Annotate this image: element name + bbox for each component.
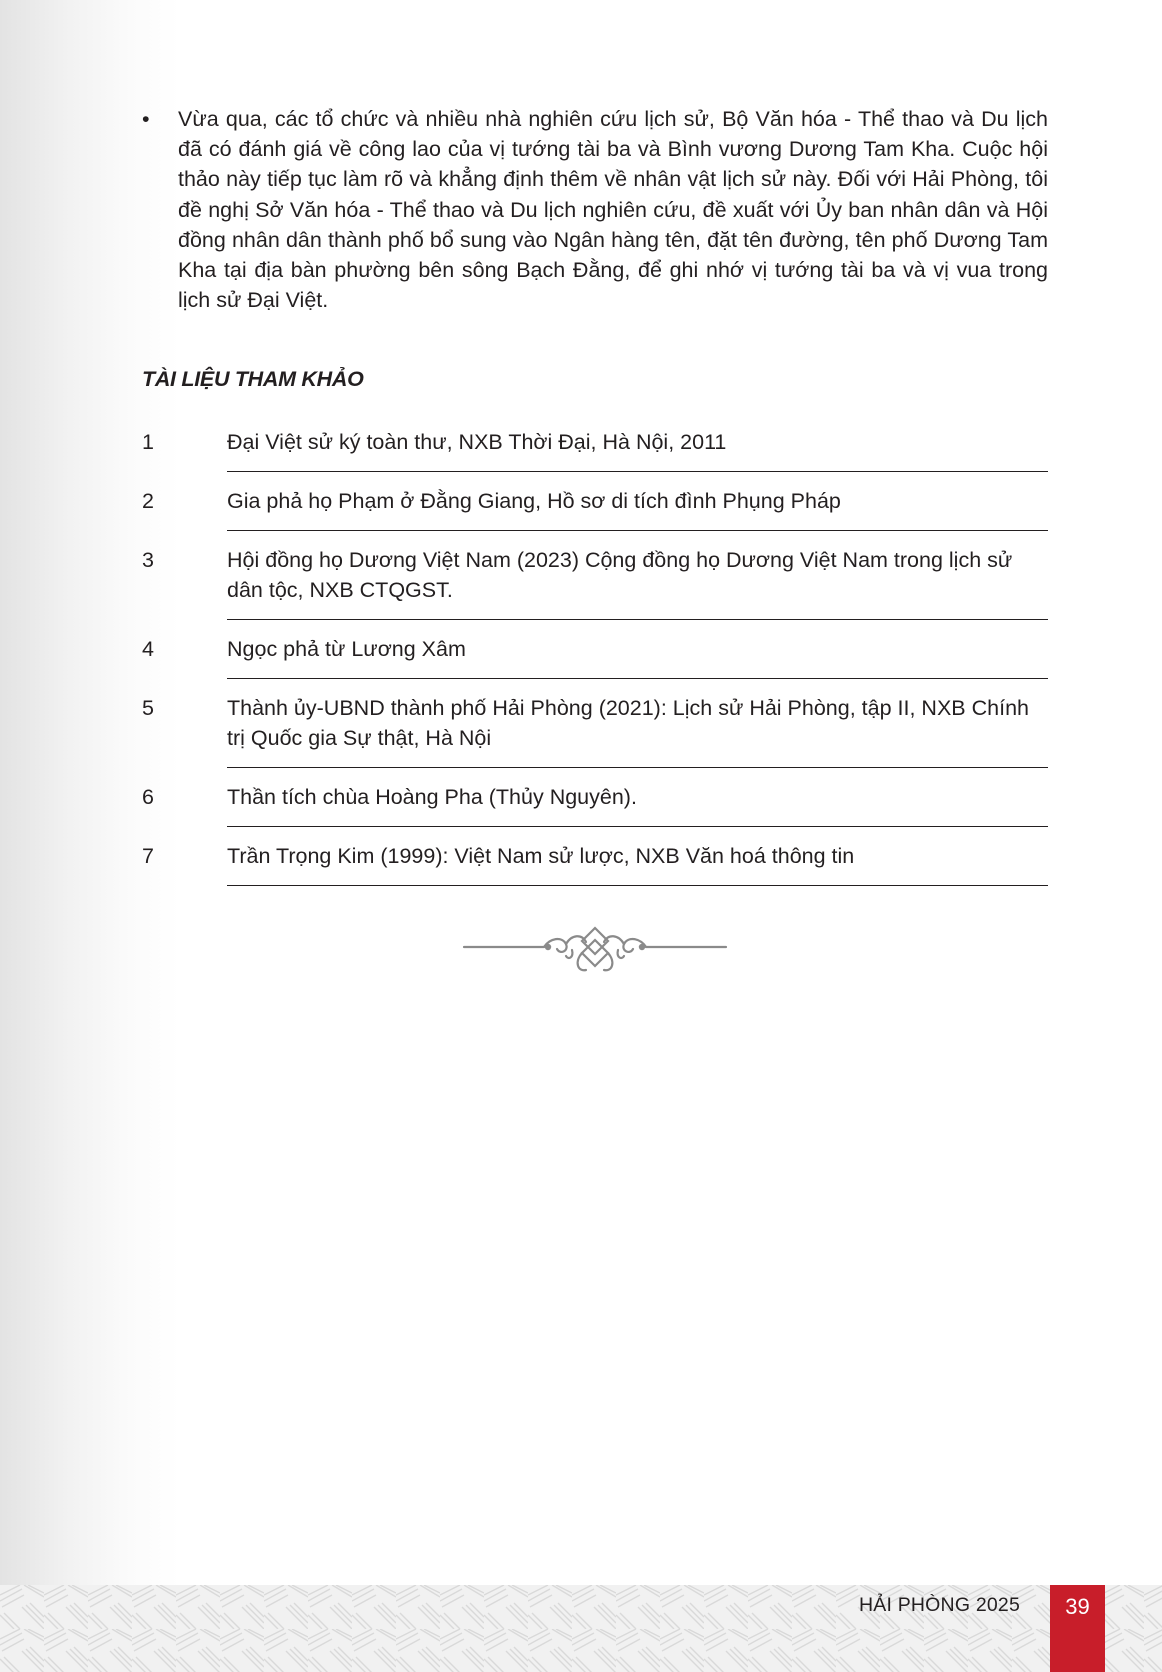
reference-text: Thành ủy-UBND thành phố Hải Phòng (2021): Lịch sử Hải Phòng, tập II, NXB Chính trị Quốc gia Sự thật, Hà Nội — [227, 693, 1048, 768]
reference-number: 4 — [142, 637, 154, 661]
bullet-paragraph — [142, 104, 1048, 315]
reference-number: 6 — [142, 785, 154, 809]
reference-text: Hội đồng họ Dương Việt Nam (2023) Cộng đồng họ Dương Việt Nam trong lịch sử dân tộc, NXB CTQGST. — [227, 545, 1048, 620]
bullet-symbol: • — [142, 107, 150, 131]
reference-text: Ngọc phả từ Lương Xâm — [227, 634, 1048, 679]
reference-number: 5 — [142, 696, 154, 720]
reference-item — [142, 693, 1048, 768]
reference-item — [142, 545, 1048, 620]
footer-publication-label: HẢI PHÒNG 2025 — [858, 1594, 1020, 1616]
reference-number: 7 — [142, 844, 154, 868]
references-heading: TÀI LIỆU THAM KHẢO — [142, 367, 364, 391]
page-number: 39 — [1065, 1594, 1090, 1619]
bullet-text: Vừa qua, các tổ chức và nhiều nhà nghiên cứu lịch sử, Bộ Văn hóa - Thể thao và Du lịch đã có đánh giá về công lao của vị tướng tài ba và Bình vương Dương Tam Kha. Cuộc hội thảo này tiếp tục làm rõ và khẳng định thêm về nhân vật lịch sử này. Đối với Hải Phòng, tôi đề nghị Sở Văn hóa - Thể thao và Du lịch nghiên cứu, đề xuất với Ủy ban nhân dân và Hội đồng nhân dân thành phố bổ sung vào Ngân hàng tên, đặt tên đường, tên phố Dương Tam Kha tại địa bàn phường bên sông Bạch Đằng, để ghi nhớ vị tướng tài ba và vị vua trong lịch sử Đại Việt. — [178, 107, 1048, 313]
reference-item — [142, 634, 1048, 679]
reference-number: 1 — [142, 430, 154, 454]
reference-item — [142, 782, 1048, 827]
reference-number: 3 — [142, 548, 154, 572]
decorative-scroll-divider-icon — [462, 920, 728, 978]
reference-text: Trần Trọng Kim (1999): Việt Nam sử lược, NXB Văn hoá thông tin — [227, 841, 1048, 886]
references-list — [142, 427, 1048, 900]
reference-item — [142, 486, 1048, 531]
reference-item — [142, 427, 1048, 472]
page-number-box — [1050, 1585, 1105, 1672]
reference-text: Thần tích chùa Hoàng Pha (Thủy Nguyên). — [227, 782, 1048, 827]
reference-text: Đại Việt sử ký toàn thư, NXB Thời Đại, Hà Nội, 2011 — [227, 427, 1048, 472]
reference-item — [142, 841, 1048, 886]
reference-number: 2 — [142, 489, 154, 513]
reference-text: Gia phả họ Phạm ở Đằng Giang, Hồ sơ di tích đình Phụng Pháp — [227, 486, 1048, 531]
